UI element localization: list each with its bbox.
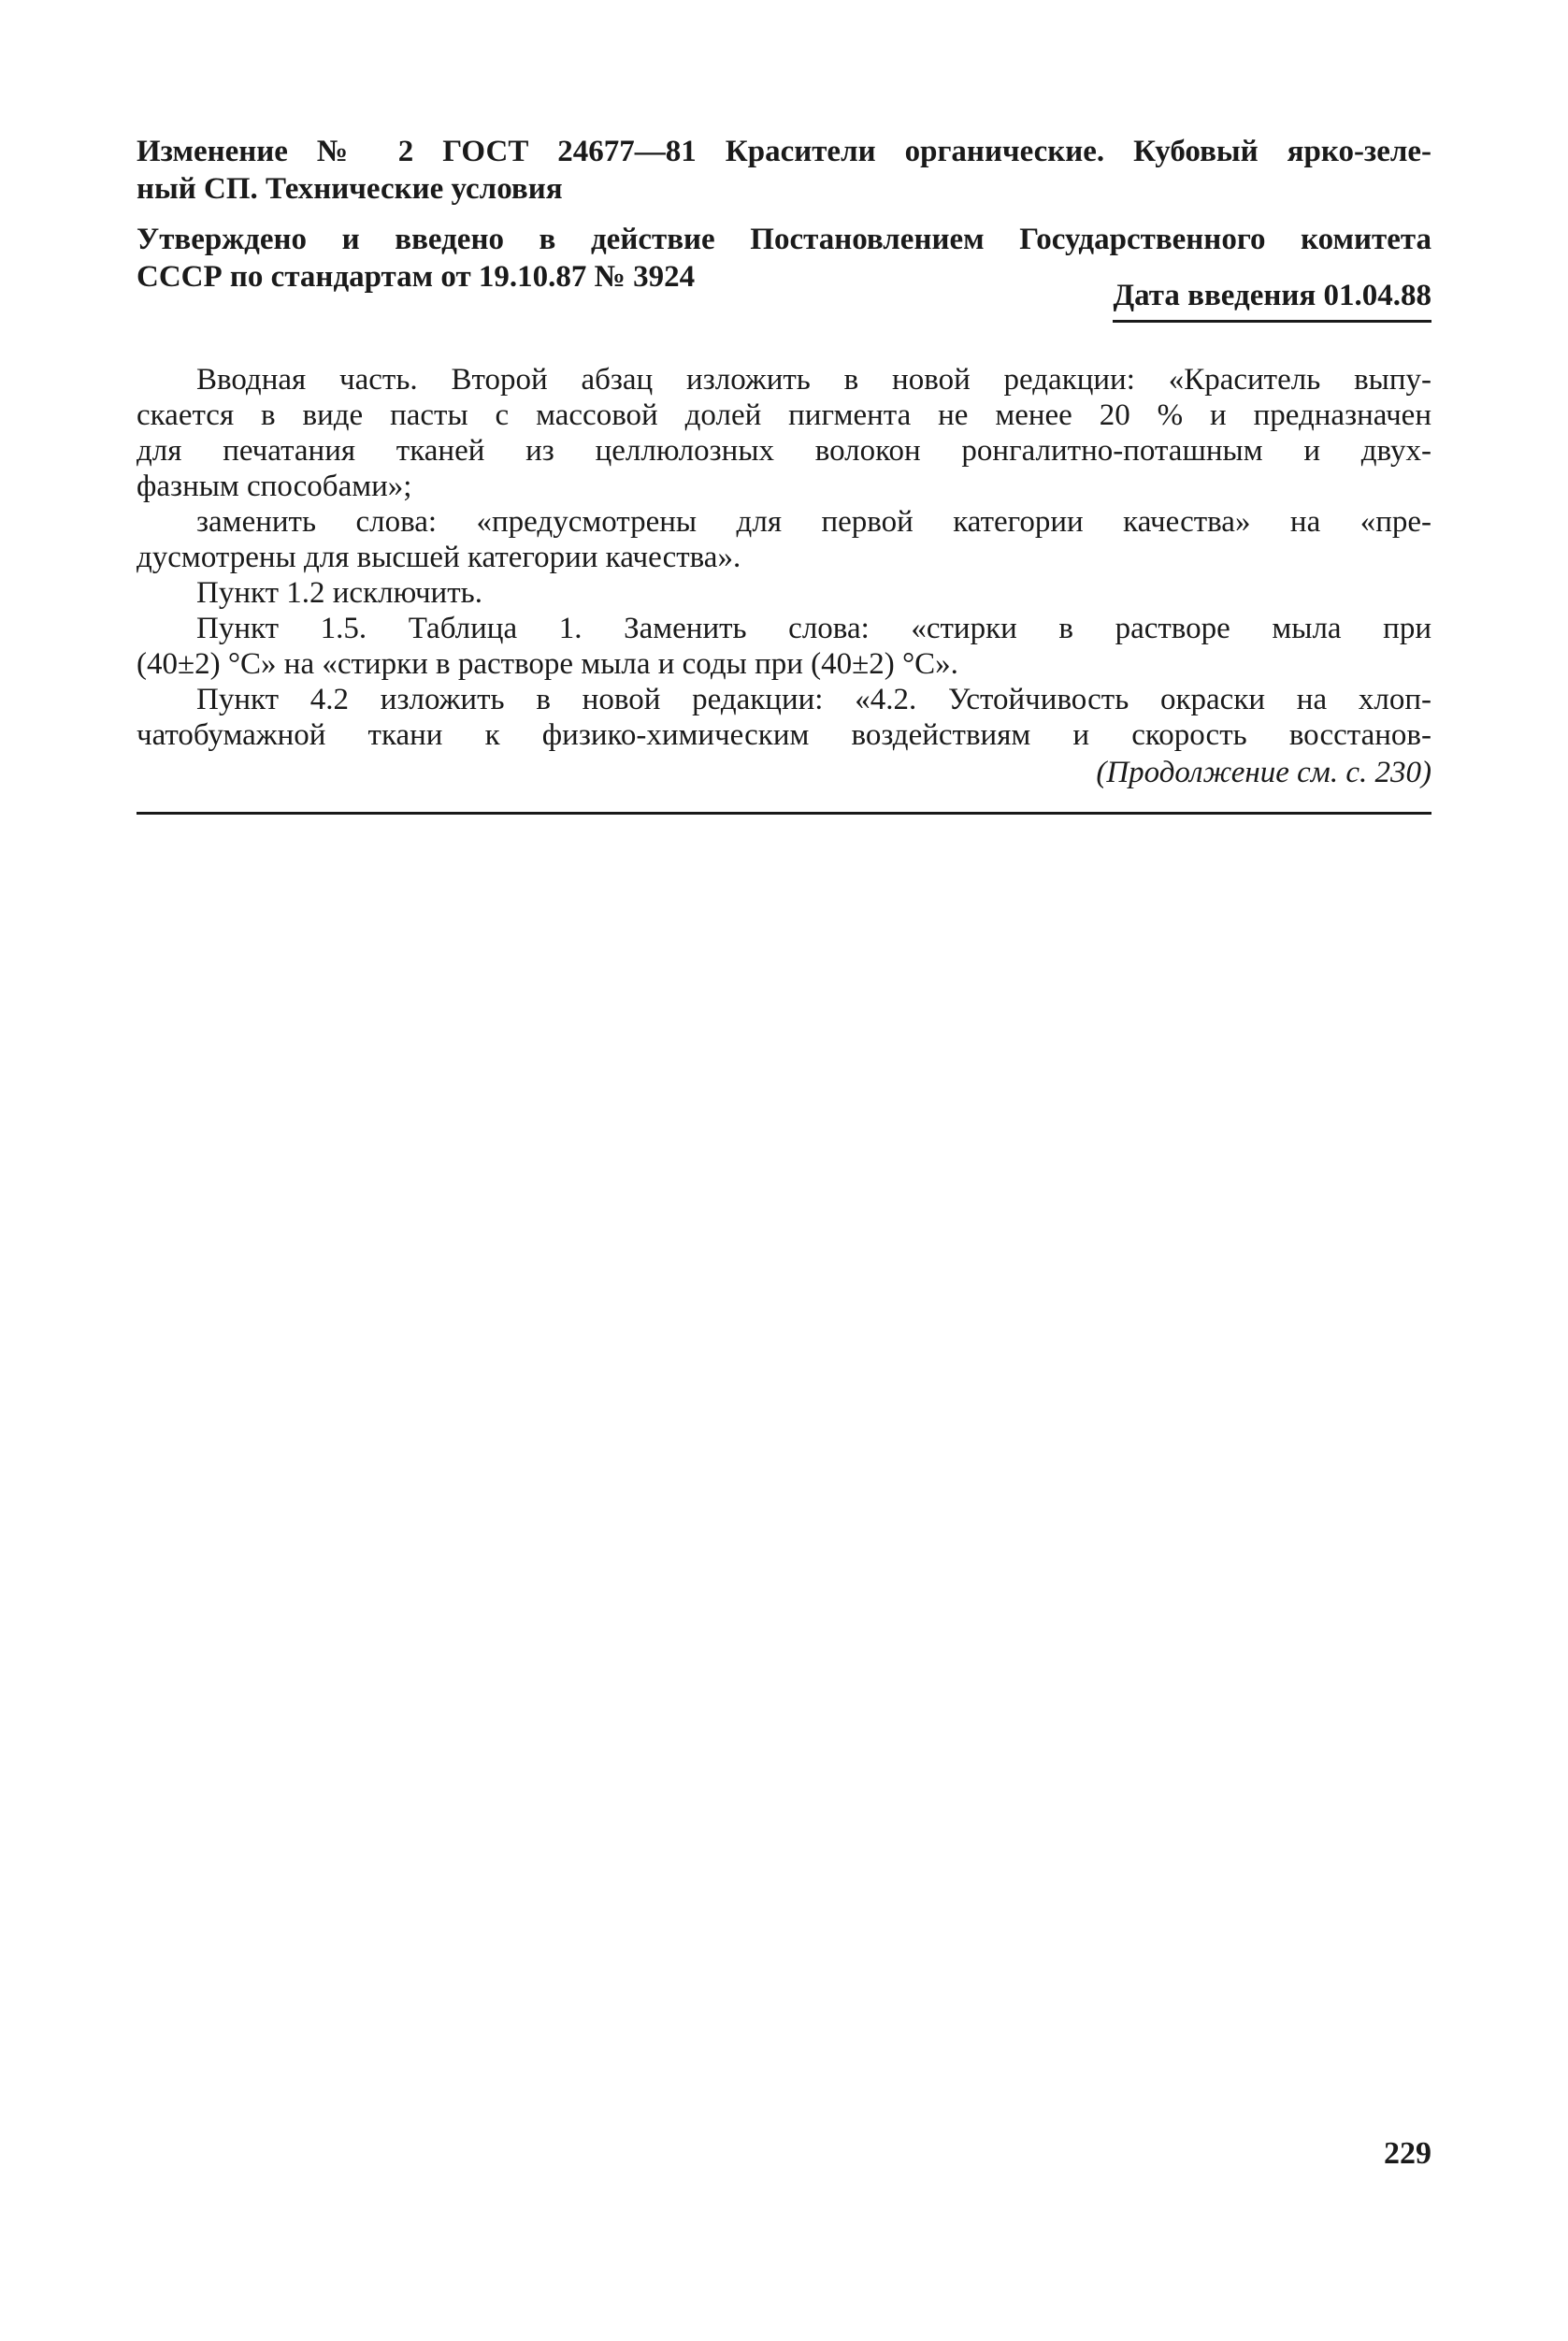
- body-line-5: заменить слова: «предусмотрены для первой категории качества» на «пре-: [196, 505, 1431, 539]
- effective-date: Дата введения 01.04.88: [1113, 277, 1431, 323]
- page-number: 229: [1384, 2136, 1431, 2171]
- body-line-3: для печатания тканей из целлюлозных волокон ронгалитно-поташным и двух-: [137, 434, 1431, 468]
- body-line-9: (40±2) °С» на «стирки в растворе мыла и соды при (40±2) °С».: [137, 647, 958, 681]
- body-line-6: дусмотрены для высшей категории качества».: [137, 541, 741, 574]
- approval-line-1: Утверждено и введено в действие Постановлением Государственного комитета: [137, 223, 1431, 256]
- body-line-7: Пункт 1.2 исключить.: [196, 576, 482, 610]
- horizontal-rule: [137, 812, 1431, 815]
- continuation-note: (Продолжение см. с. 230): [1096, 756, 1431, 789]
- approval-line-2: СССР по стандартам от 19.10.87 № 3924: [137, 260, 696, 294]
- body-line-1: Вводная часть. Второй абзац изложить в новой редакции: «Краситель выпу-: [196, 363, 1431, 397]
- body-line-11: чатобумажной ткани к физико-химическим воздействиям и скорость восстанов-: [137, 718, 1431, 752]
- body-line-10: Пункт 4.2 изложить в новой редакции: «4.2. Устойчивость окраски на хлоп-: [196, 683, 1431, 716]
- title-line-1: Изменение № 2 ГОСТ 24677—81 Красители органические. Кубовый ярко-зеле-: [137, 135, 1431, 168]
- body-line-2: скается в виде пасты с массовой долей пигмента не менее 20 % и предназначен: [137, 398, 1431, 432]
- title-line-2: ный СП. Технические условия: [137, 172, 563, 206]
- body-line-8: Пункт 1.5. Таблица 1. Заменить слова: «стирки в растворе мыла при: [196, 612, 1431, 645]
- body-line-4: фазным способами»;: [137, 470, 412, 503]
